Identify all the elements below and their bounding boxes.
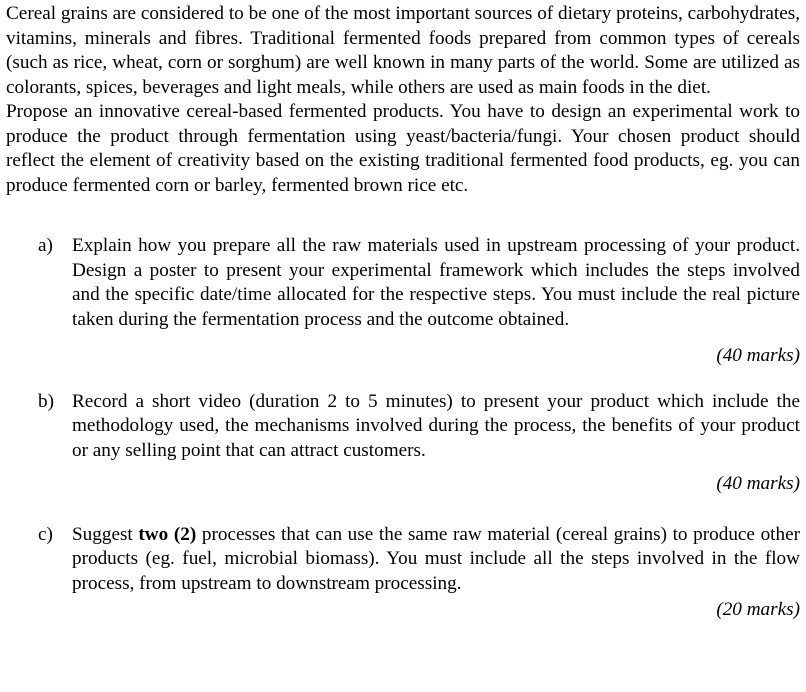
- question-b: [6, 390, 800, 464]
- question-c-text-bold: two (2): [138, 523, 197, 545]
- intro-paragraph: Cereal grains are considered to be one of the most important sources of dietary proteins, carbohydrates, vitamins, minerals and fibres. Traditional fermented foods prepared from common types of cereals (such as rice, wheat, corn or sorghum) are well known in many parts of the world. Some are utilized as colorants, spices, beverages and light meals, while others are used as main foods in the diet.: [6, 3, 800, 98]
- question-c: [6, 523, 800, 597]
- question-a-label: a): [38, 235, 53, 256]
- spacer: [6, 198, 800, 234]
- question-b-label: b): [38, 390, 54, 412]
- spacer: [6, 497, 800, 523]
- task-paragraph: Propose an innovative cereal-based fermented products. You have to design an experimental work to produce the product through fermentation using yeast/bacteria/fungi. Your chosen product should reflect the element of creativity based on the existing traditional fermented food products, eg. you can produce fermented corn or barley, fermented brown rice etc.: [6, 101, 800, 196]
- question-c-label: c): [38, 523, 53, 545]
- question-a: [6, 234, 800, 332]
- spacer: [6, 369, 800, 390]
- question-b-text: Record a short video (duration 2 to 5 minutes) to present your product which include the methodology used, the mechanisms involved during the process, the benefits of your product or any selling point that can attract customers.: [72, 390, 800, 461]
- question-c-text-before: Suggest: [72, 523, 139, 545]
- question-b-marks: (40 marks): [716, 473, 800, 494]
- question-a-marks: (40 marks): [716, 345, 800, 366]
- question-c-text-after: processes that can use the same raw material (cereal grains) to produce other products (eg. fuel, microbial biomass). You must include all the steps involved in the flow process, from upstream to downstream processing.: [72, 523, 800, 594]
- question-a-text: Explain how you prepare all the raw materials used in upstream processing of your product. Design a poster to present your experimental framework which includes the steps involved and the specific date/time allocated for the respective steps. You must include the real picture taken during the fermentation process and the outcome obtained.: [72, 235, 800, 330]
- question-c-marks: (20 marks): [716, 599, 800, 620]
- question-c-text: [72, 523, 800, 597]
